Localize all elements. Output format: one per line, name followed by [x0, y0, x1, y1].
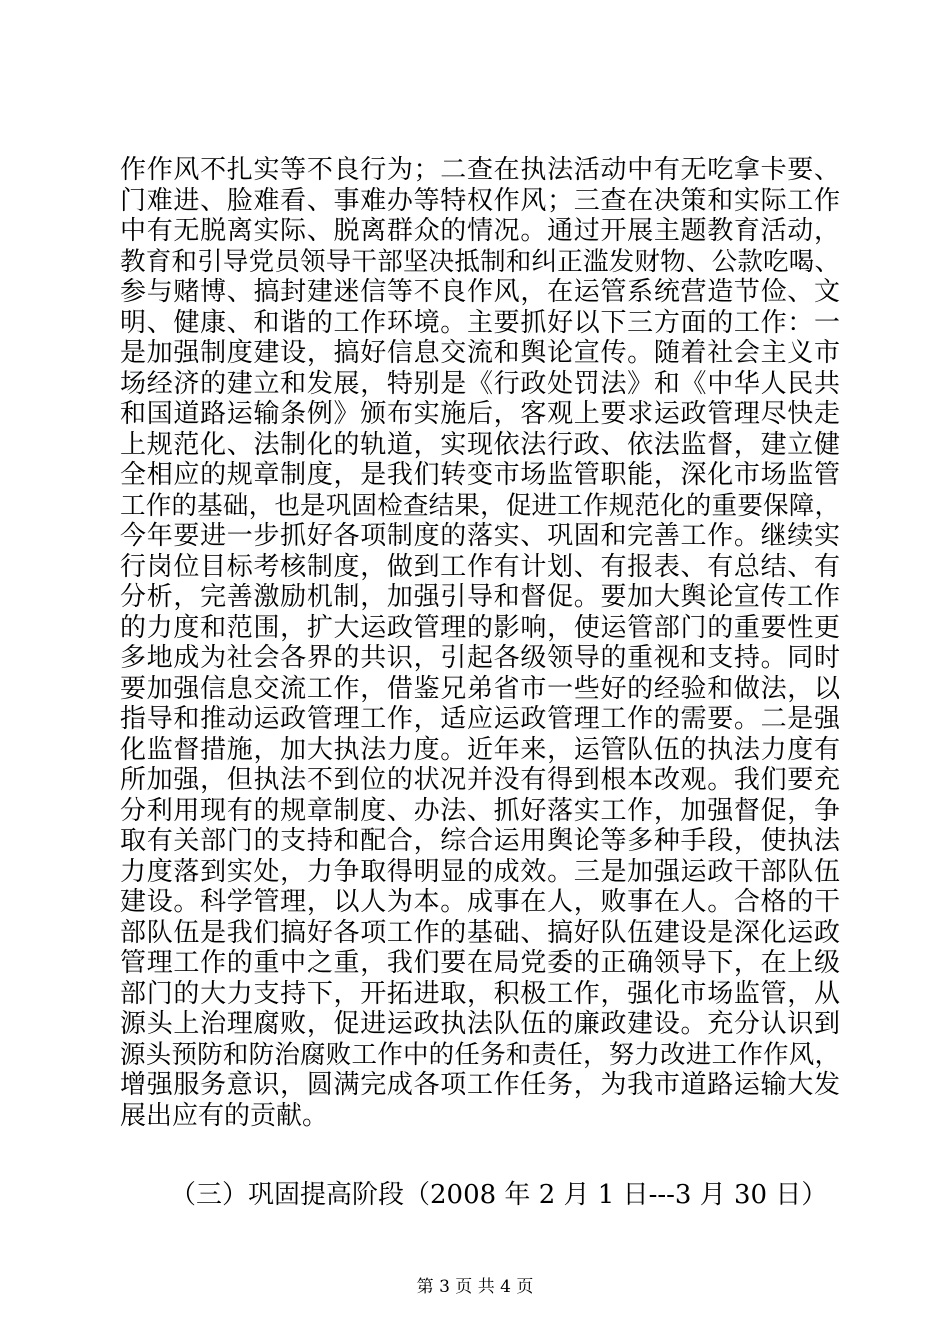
- paragraph-line: 明、健康、和谐的工作环境。主要抓好以下三方面的工作：一: [120, 307, 840, 338]
- paragraph-line: 所加强，但执法不到位的状况并没有得到根本改观。我们要充: [120, 765, 840, 795]
- paragraph-line: 教育和引导党员领导干部坚决抵制和纠正滥发财物、公款吃喝、: [120, 246, 840, 277]
- paragraph-line: 力度落到实处，力争取得明显的成效。三是加强运政干部队伍: [120, 856, 840, 887]
- paragraph-line: 作作风不扎实等不良行为；二查在执法活动中有无吃拿卡要、: [120, 155, 840, 185]
- paragraph-line: 和国道路运输条例》颁布实施后，客观上要求运政管理尽快走: [120, 399, 840, 429]
- paragraph-line: 指导和推动运政管理工作，适应运政管理工作的需要。二是强: [120, 704, 840, 734]
- paragraph-line: 部队伍是我们搞好各项工作的基础、搞好队伍建设是深化运政: [120, 917, 840, 948]
- paragraph-line: 源头预防和防治腐败工作中的任务和责任，努力改进工作作风，: [120, 1039, 840, 1070]
- paragraph-line: 是加强制度建设，搞好信息交流和舆论宣传。随着社会主义市: [120, 338, 840, 368]
- paragraph-line: 部门的大力支持下，开拓进取，积极工作，强化市场监管，从: [120, 978, 840, 1009]
- paragraph-line: 化监督措施，加大执法力度。近年来，运管队伍的执法力度有: [120, 734, 840, 765]
- paragraph-line: 取有关部门的支持和配合，综合运用舆论等多种手段，使执法: [120, 826, 840, 856]
- paragraph-line: 分析，完善激励机制，加强引导和督促。要加大舆论宣传工作: [120, 582, 840, 612]
- paragraph-line: 工作的基础，也是巩固检查结果，促进工作规范化的重要保障，: [120, 490, 840, 521]
- paragraph-line: 管理工作的重中之重，我们要在局党委的正确领导下，在上级: [120, 948, 840, 978]
- page-footer: 第 3 页 共 4 页: [416, 1277, 534, 1297]
- paragraph-line: 今年要进一步抓好各项制度的落实、巩固和完善工作。继续实: [120, 521, 840, 551]
- body-paragraph: [120, 155, 840, 1131]
- paragraph-line: 的力度和范围，扩大运政管理的影响，使运管部门的重要性更: [120, 612, 840, 643]
- paragraph-line: 行岗位目标考核制度，做到工作有计划、有报表、有总结、有: [120, 551, 840, 582]
- paragraph-line: 源头上治理腐败，促进运政执法队伍的廉政建设。充分认识到: [120, 1009, 840, 1039]
- paragraph-line: 多地成为社会各界的共识，引起各级领导的重视和支持。同时: [120, 643, 840, 673]
- section-heading: （三）巩固提高阶段（2008 年 2 月 1 日---3 月 30 日）: [170, 1180, 828, 1210]
- paragraph-line: 要加强信息交流工作，借鉴兄弟省市一些好的经验和做法，以: [120, 673, 840, 704]
- paragraph-line: 分利用现有的规章制度、办法、抓好落实工作，加强督促，争: [120, 795, 840, 826]
- paragraph-line: 中有无脱离实际、脱离群众的情况。通过开展主题教育活动，: [120, 216, 840, 246]
- paragraph-line: 增强服务意识，圆满完成各项工作任务，为我市道路运输大发: [120, 1070, 840, 1100]
- paragraph-line: 门难进、脸难看、事难办等特权作风；三查在决策和实际工作: [120, 185, 840, 216]
- paragraph-line: 展出应有的贡献。: [120, 1100, 329, 1131]
- paragraph-line: 全相应的规章制度，是我们转变市场监管职能，深化市场监管: [120, 460, 840, 490]
- paragraph-line: 参与赌博、搞封建迷信等不良作风，在运管系统营造节俭、文: [120, 277, 840, 307]
- paragraph-line: 建设。科学管理，以人为本。成事在人，败事在人。合格的干: [120, 887, 840, 917]
- paragraph-line: 场经济的建立和发展，特别是《行政处罚法》和《中华人民共: [120, 368, 840, 399]
- paragraph-line: 上规范化、法制化的轨道，实现依法行政、依法监督，建立健: [120, 429, 840, 460]
